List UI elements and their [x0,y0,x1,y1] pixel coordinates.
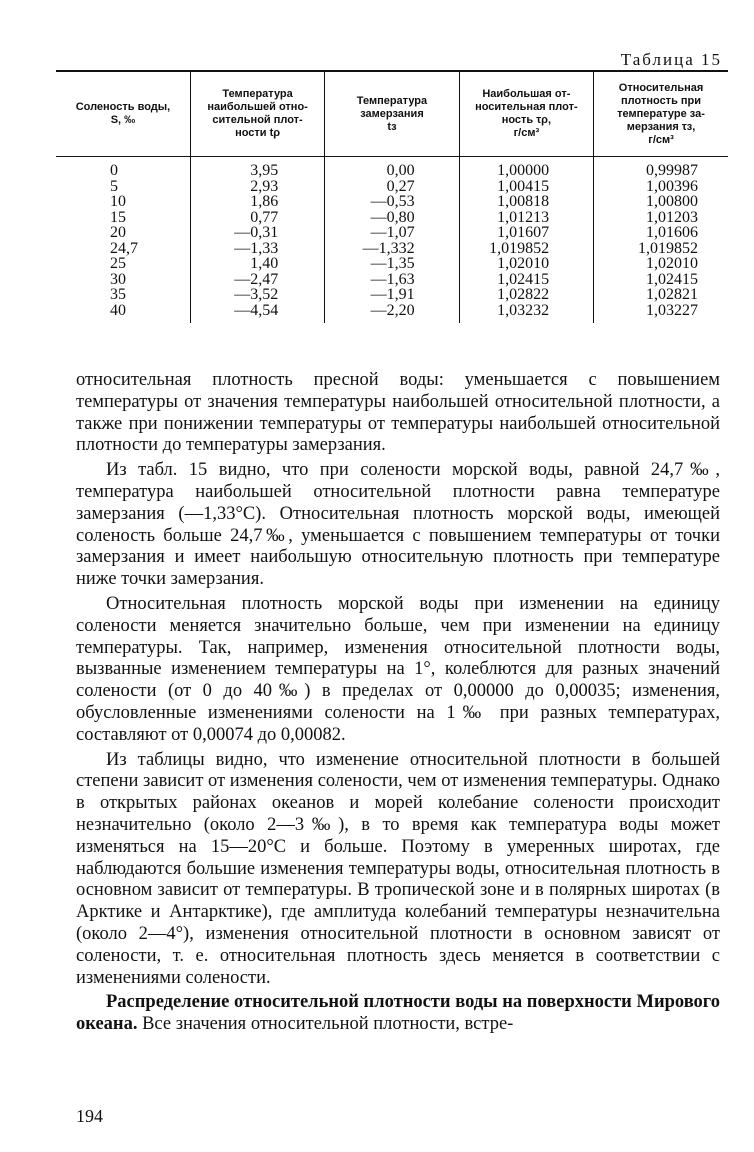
header-max-density: Наибольшая от- носительная плот- ность τρ, г/см³ [459,71,593,157]
header-density-at-freezing: Относительная плотность при температуре за- мерзания τз, г/см³ [594,71,728,157]
paragraph: Из табл. 15 видно, что при солености морской воды, равной 24,7‰, температура наибольшей относительной плотности равна температуре замерзания (—1,33°C). Относительная плотность морской воды, имеющей соленость больше 24,7‰, уменьшается с повышением температуры от точки замерзания и имеет наибольшую относительную плотность при температуре ниже точки замерзания. [76,460,720,590]
header-freezing-temp: Температура замерзания tз [325,71,459,157]
column-salinity: 0 5 10 15 20 24,7 25 30 35 40 [110,162,138,319]
table-body-row [56,157,728,323]
paragraph: Из таблицы видно, что изменение относительной плотности в большей степени зависит от изменения солености, чем от изменения температуры. Однако в открытых районах океанов и морей колебание солености происходит незначительно (около 2—3‰), в то время как температура воды может изменяться на 15—20°C и больше. Поэтому в умеренных широтах, где наблюдаются большие изменения температуры воды, относительная плотность в основном зависит от температуры. В тропической зоне и в полярных широтах (в Арктике и Антарктике), где амплитуда колебаний температуры незначительна (около 2—4°), изменения относительной плотности в основном зависят от солености, т. е. относительная плотность здесь меняется в соответствии с изменениями солености. [76,749,720,988]
column-temp-max-density: 3,95 2,93 1,86 0,77 —0,31 —1,33 1,40 —2,47 —3,52 —4,54 [190,157,324,323]
body-text [76,370,720,1039]
table-caption: Таблица 15 [620,50,722,69]
paragraph [76,992,720,1036]
header-temp-max-density: Температура наибольшей отно- сительной плот- ности tρ [190,71,324,157]
column-max-density: 1,00000 1,00415 1,00818 1,01213 1,01607 1,019852 1,02010 1,02415 1,02822 1,03232 [459,157,593,323]
table-header-row [56,71,728,157]
paragraph: относительная плотность пресной воды: уменьшается с повышением температуры от значения температуры наибольшей относительной плотности, а также при понижении температуры от температуры наибольшей относительной плотности до температуры замерзания. [76,370,720,456]
column-density-at-freezing: 0,99987 1,00396 1,00800 1,01203 1,01606 1,019852 1,02010 1,02415 1,02821 1,03227 [594,157,728,323]
page-number: 194 [76,1106,103,1126]
paragraph-continuation: Все значения относительной плотности, встре- [137,1014,514,1035]
column-freezing-temp: 0,00 0,27 —0,53 —0,80 —1,07 —1,332 —1,35 —1,63 —1,91 —2,20 [325,157,459,323]
section-lead-heading: Распределение относительной плотности воды на поверхности Мирового океана. [76,992,720,1035]
paragraph: Относительная плотность морской воды при изменении на единицу солености меняется значительно больше, чем при изменении на единицу температуры. Так, например, изменения относительной плотности воды, вызванные изменением температуры на 1°, колеблются для разных значений солености (от 0 до 40‰) в пределах от 0,00000 до 0,00035; изменения, обусловленные изменениями солености на 1‰ при разных температурах, составляют от 0,00074 до 0,00082. [76,593,720,745]
header-salinity: Соленость воды, S, ‰ [75,101,171,126]
salinity-density-table [56,70,728,323]
